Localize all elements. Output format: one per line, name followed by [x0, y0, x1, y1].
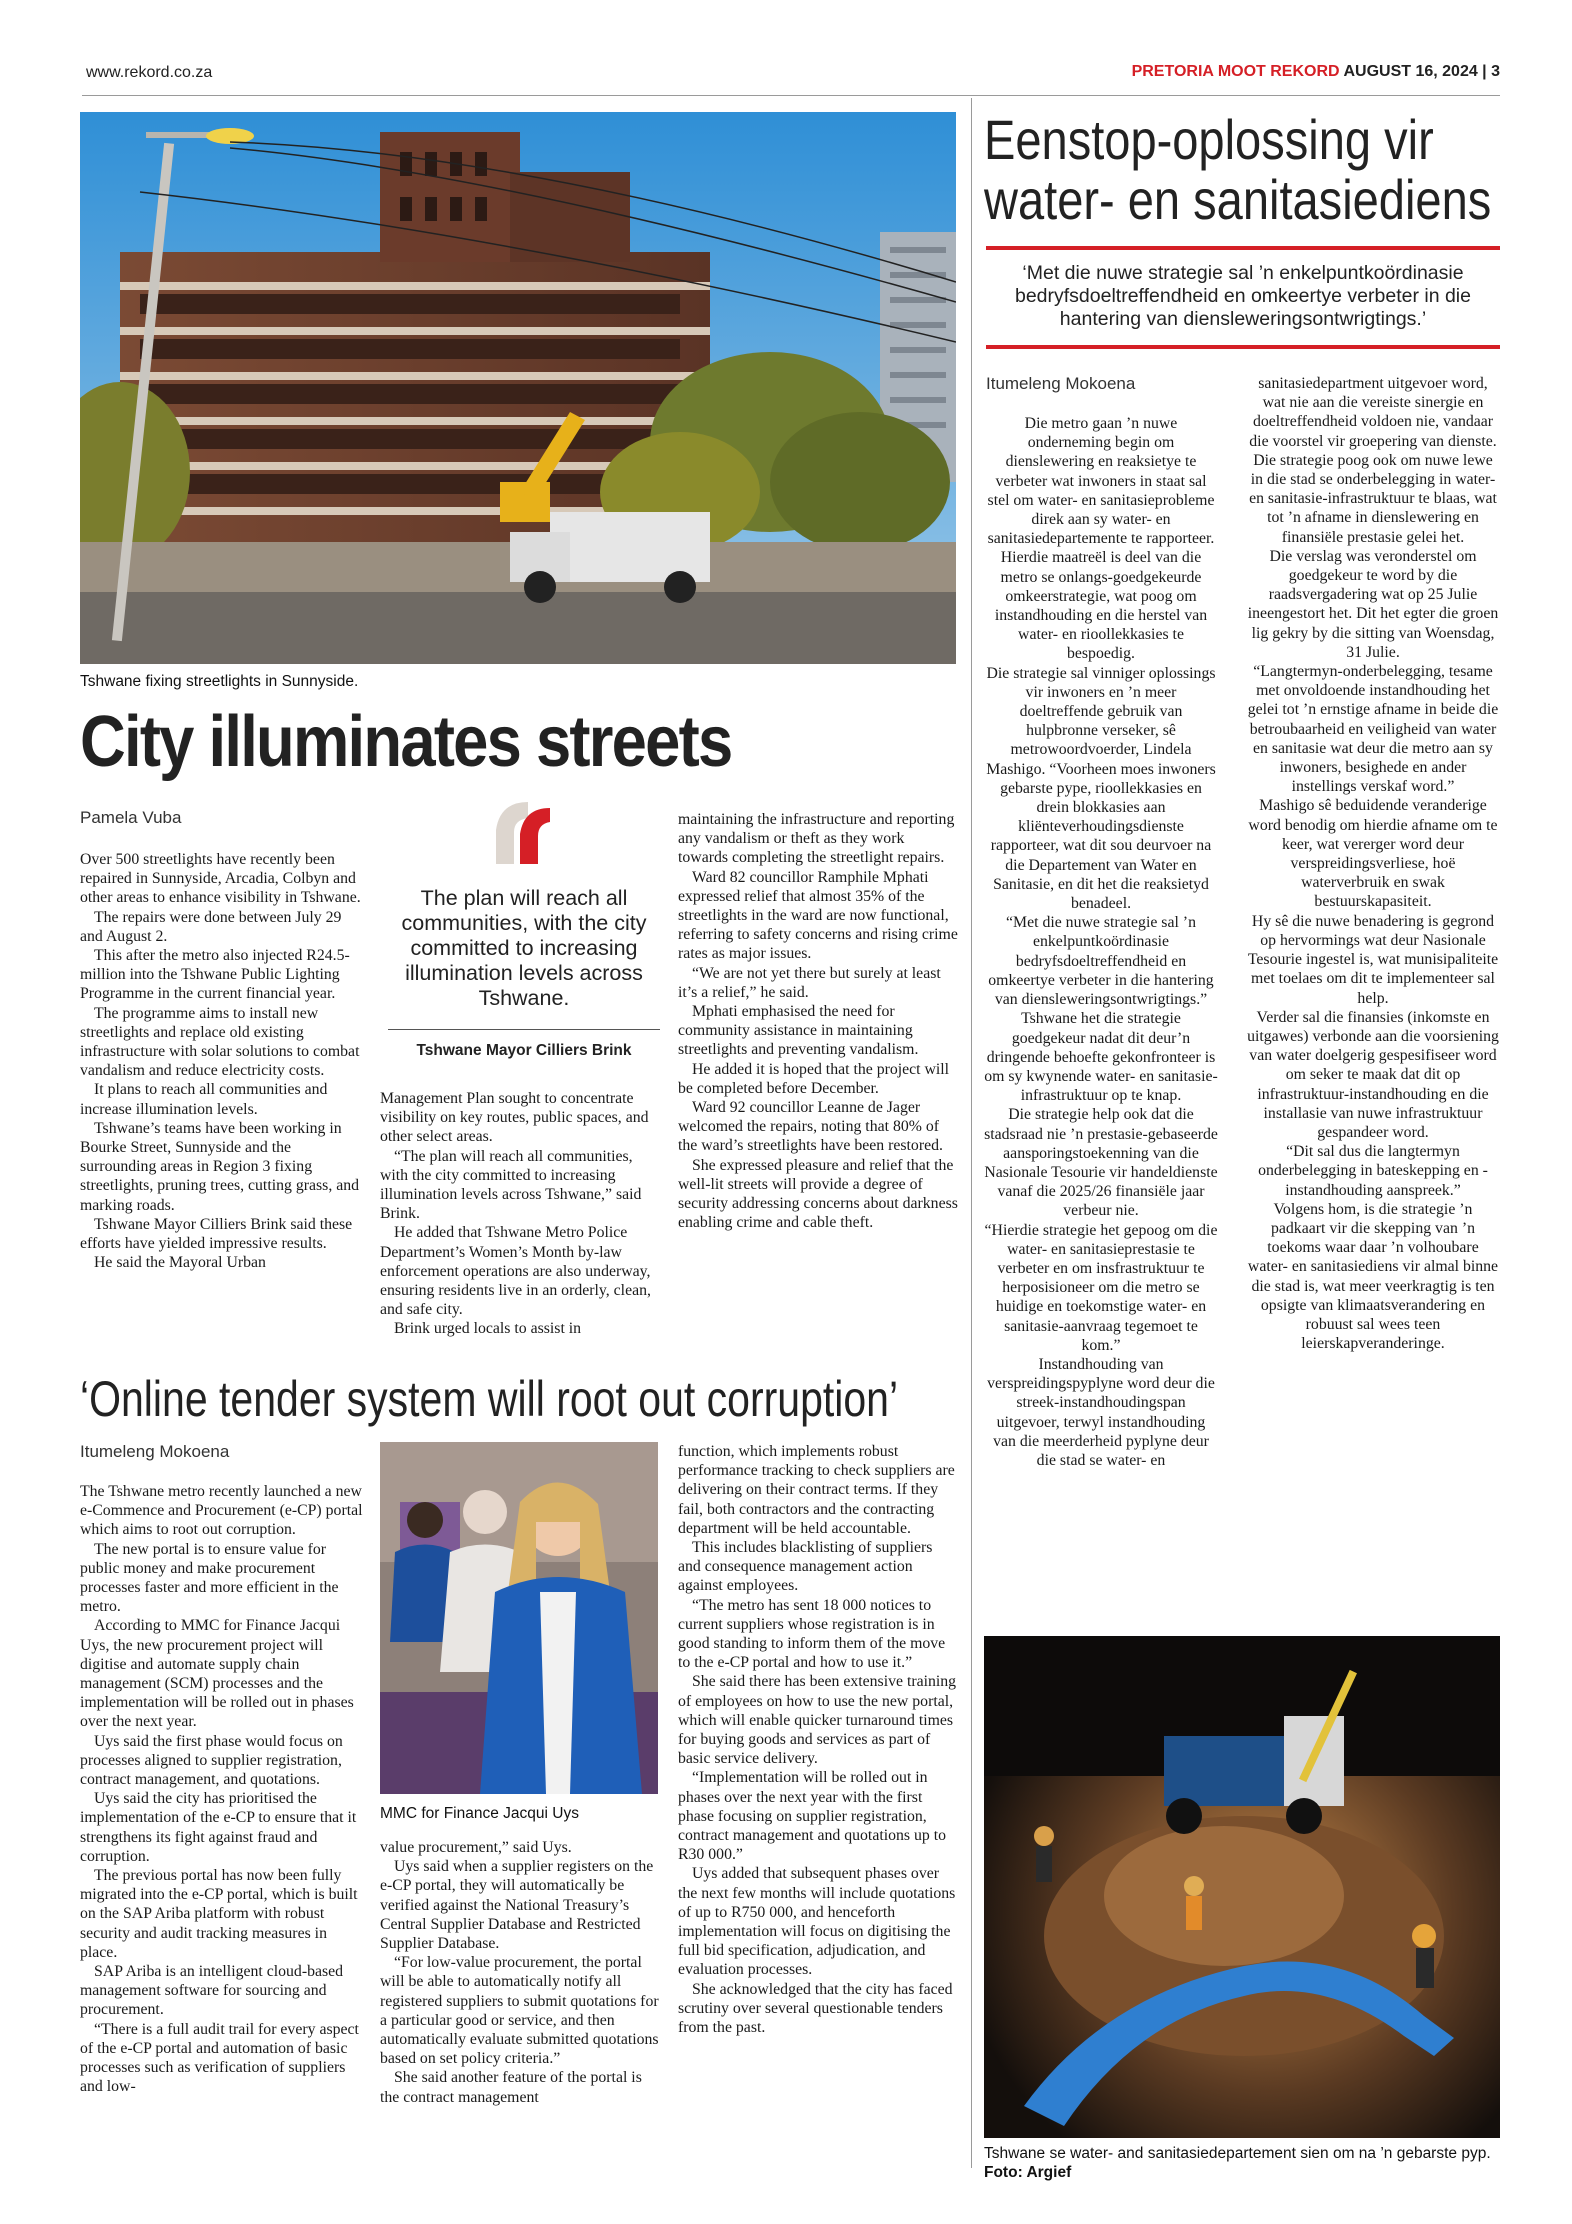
paper-name: PRETORIA MOOT REKORD [1131, 63, 1340, 80]
pull-quote-text: The plan will reach all communities, with the city committed to increasing illumination levels across Tshwane. [401, 886, 647, 1010]
paragraph: “Langtermyn-onderbelegging, tesame met onvoldoende instandhouding het gelei tot ’n ernstige afname in beide die betroubaarheid en veiligheid van water en sanitasie wat deur die metro aan sy inwoners, besighede en ander instellings verskaf word.” [1247, 663, 1499, 796]
streetlights-column-3 [678, 810, 958, 1232]
water-column-2 [1246, 374, 1500, 1353]
paragraph: Die verslag was veronderstel om goedgekeur te word by die raadsvergadering wat op 25 Julie ineengestort het. Dit het egter die groen lig gekry by die sitting van Woensdag, 31 Julie. [1247, 547, 1499, 661]
paragraph: Tshwane Mayor Cilliers Brink said these efforts have yielded impressive results. [80, 1215, 353, 1253]
paragraph: “Met die nuwe strategie sal ’n enkelpuntkoördinasie bedryfsdoeltreffendheid en omkeertye verbeter in die hantering van diensleweringsontwrigtings.” [988, 914, 1214, 1009]
paragraph: The Tshwane metro recently launched a new e-Commence and Procurement (e-CP) portal which aims to root out corruption. [80, 1483, 363, 1539]
paragraph: He added that Tshwane Metro Police Department’s Women’s Month by-law enforcement operations are also underway, ensuring residents live in an orderly, clean, and safe city. [380, 1224, 651, 1319]
paragraph: “Dit sal dus die langtermyn onderbelegging in bateskepping en -instandhouding aanspreek.” [1258, 1143, 1488, 1199]
streetlights-column-2 [380, 1089, 660, 1339]
paragraph: maintaining the infrastructure and reporting any vandalism or theft as they work towards completing the streetlight repairs. [678, 811, 955, 867]
paragraph: Ward 82 councillor Ramphile Mphati expressed relief that almost 35% of the streetlights in the ward are now functional, referring to safety concerns and rising crime rates as major issues. [678, 868, 958, 963]
paragraph: “We are not yet there but surely at least it’s a relief,” he said. [678, 964, 941, 1001]
water-blurb: ‘Met die nuwe strategie sal ’n enkelpuntkoördinasie bedryfsdoeltreffendheid en omkeertye verbeter in die hantering van diensleweringsontwrigtings.’ [986, 246, 1500, 349]
paragraph: “There is a full audit trail for every aspect of the e-CP portal and automation of basic processes such as verification of suppliers and low- [80, 2020, 359, 2096]
photo-credit: Foto: Argief [984, 2164, 1072, 2181]
tender-column-3 [678, 1442, 958, 2037]
streetlights-headline: City illuminates streets [80, 702, 732, 782]
paragraph: Mphati emphasised the need for community assistance in maintaining streetlights and preventing vandalism. [678, 1003, 919, 1059]
paragraph: She said another feature of the portal is the contract management [380, 2069, 642, 2106]
paragraph: Uys said when a supplier registers on the e-CP portal, they will automatically be verified against the National Treasury’s Central Supplier Database and Restricted Supplier Database. [380, 1858, 654, 1953]
paragraph: According to MMC for Finance Jacqui Uys, the new procurement project will digitise and automate supply chain management (SCM) processes and the implementation will be rolled out in phases over the next year. [80, 1617, 354, 1731]
paragraph: The repairs were done between July 29 and August 2. [80, 908, 342, 945]
mmc-portrait-photo [380, 1442, 658, 1794]
paragraph: The programme aims to install new streetlights and replace old existing infrastructure with solar solutions to combat vandalism and reduce electricity costs. [80, 1004, 360, 1080]
paragraph: Instandhouding van verspreidingspyplyne word deur die streek-instandhoudingspan uitgevoer, terwyl instandhouding van die meerderheid pyplyne deur die stad se water- en [987, 1355, 1215, 1469]
night-pipe-repair-photo [984, 1636, 1500, 2138]
water-byline: Itumeleng Mokoena [986, 374, 1136, 393]
paragraph: Die strategie help ook dat die stadsraad nie ’n prestasie-gebaseerde aansporingstoekenning van die Nasionale Tesourie vir handeldienste vanaf die 2025/26 finansiële jaar verbeur nie. [984, 1106, 1218, 1220]
paragraph: Uys added that subsequent phases over the next few months will include quotations of up to R750 000, and henceforth implementation will focus on digitising the full bid specification, adjudication, and evaluation processes. [678, 1865, 956, 1979]
streetlights-caption: Tshwane fixing streetlights in Sunnyside. [80, 673, 359, 690]
paragraph: The previous portal has now been fully migrated into the e-CP portal, which is built on the SAP Ariba platform with robust security and audit tracking measures in place. [80, 1867, 358, 1961]
streetlights-byline: Pamela Vuba [80, 808, 182, 827]
paragraph: Over 500 streetlights have recently been repaired in Sunnyside, Arcadia, Colbyn and other areas to enhance visibility in Tshwane. [80, 851, 361, 907]
paragraph: “Implementation will be rolled out in phases over the next year with the first phase focusing on supplier registration, contract management and quotations up to R30 000.” [678, 1769, 947, 1864]
paragraph: Mashigo sê beduidende veranderige word benodig om hierdie afname om te keer, wat vererger word deur verspreidingsverliese, hoë waterverbruik en swak bestuurskapasiteit. [1248, 797, 1498, 911]
page-meta [1132, 63, 1500, 81]
tender-column-1 [80, 1482, 365, 2097]
water-headline [984, 110, 1491, 230]
paragraph: Hy sê die nuwe benadering is gegrond op hervormings wat deur Nasionale Tesourie ingestel is, wat munisipaliteite met toelaes om dit te implementeer sal help. [1247, 912, 1499, 1007]
paragraph: sanitasiedepartment uitgevoer word, wat nie aan die vereiste sinergie en doeltreffendheid voldoen nie, vandaar die voorstel vir groepering van dienste. [1249, 375, 1497, 450]
tender-byline: Itumeleng Mokoena [80, 1442, 230, 1461]
paragraph: It plans to reach all communities and increase illumination levels. [80, 1081, 328, 1118]
paragraph: Tshwane het die strategie goedgekeur nadat dit deur’n dringende behoefte gekonfronteer is om sy kwynende water- en sanitasie-infrastruktuur op te knap. [984, 1010, 1218, 1105]
quote-mark-icon [494, 800, 554, 866]
pull-quote [388, 800, 660, 1060]
paragraph: He added it is hoped that the project will be completed before December. [678, 1060, 950, 1097]
paragraph: This after the metro also injected R24.5-million into the Tshwane Public Lighting Programme in the current financial year. [80, 947, 350, 1003]
water-column-1 [984, 414, 1218, 1470]
paragraph: Die metro gaan ’n nuwe onderneming begin om dienslewering en reaksietye te verbeter wat inwoners in staat sal stel om water- en sanitasieprobleme direk aan sy water- en sanitasiedepartemente te rapporteer. [987, 415, 1215, 548]
water-headline-line-1: Eenstop-oplossing vir [984, 108, 1434, 171]
mmc-caption: MMC for Finance Jacqui Uys [380, 1805, 579, 1822]
paragraph: She said there has been extensive training of employees on how to use the new portal, which will enable quicker turnaround times for buying goods and services as part of basic service delivery. [678, 1673, 957, 1768]
paragraph: SAP Ariba is an intelligent cloud-based management software for sourcing and procurement. [80, 1963, 344, 2019]
streetlight-building-truck-photo [80, 112, 956, 664]
tender-column-2 [380, 1838, 660, 2107]
water-caption [984, 2144, 1500, 2182]
paragraph: Die strategie poog ook om nuwe lewe in die stad se onderbelegging in water- en sanitasie-infrastruktuur te blaas, wat tot ’n afname in dienslewering en finansiële prestasie gelei het. [1249, 451, 1497, 546]
paragraph: Uys said the first phase would focus on processes aligned to supplier registration, contract management, and quotations. [80, 1732, 343, 1789]
paragraph: Uys said the city has prioritised the implementation of the e-CP to ensure that it strengthens its fight against fraud and corruption. [80, 1790, 357, 1865]
paragraph: Verder sal die finansies (inkomste en uitgawes) verbonde aan die voorsiening van water doelgerig gespesifiseer word om seker te maak dat dit op infrastruktuur-instandhouding en die installasie van nuwe infrastruktuur gespandeer word. [1247, 1008, 1499, 1141]
paragraph: He said the Mayoral Urban [94, 1254, 266, 1272]
column-divider [971, 98, 972, 2168]
streetlights-column-1 [80, 850, 365, 1272]
paragraph: Die strategie sal vinniger oplossings vir inwoners en ’n meer doeltreffende gebruik van hulpbronne verseker, sê metrowoordvoerder, Lindela Mashigo. “Voorheen moes inwoners gebarste pype, rioollekkasies en drein blokkasies aan kliënteverhoudingsdienste rapporteer, wat dit sou deurvoer na die Departement van Water en Sanitasie, en dit het die reaksietyd benadeel. [986, 664, 1216, 913]
site-url[interactable]: www.rekord.co.za [86, 64, 213, 81]
pull-quote-attribution: Tshwane Mayor Cilliers Brink [416, 1042, 632, 1059]
pull-quote-rule [388, 1029, 660, 1030]
paragraph: Volgens hom, is die strategie ’n padkaart vir die skepping van ’n toekoms waar daar ’n volhoubare water- en sanitasiediens vir almal binne die stad is, wat meer veerkragtig is ten opsigte van klimaatsverandering en robuust sal wees teen leierskapveranderinge. [1247, 1200, 1499, 1353]
paragraph: Management Plan sought to concentrate visibility on key routes, public spaces, and other select areas. [380, 1090, 649, 1146]
paragraph: She expressed pleasure and relief that the well-lit streets will provide a degree of security addressing concerns about darkness enabling crime and cable theft. [678, 1156, 958, 1232]
water-headline-line-2: water- en sanitasiediens [984, 168, 1492, 231]
water-caption-text: Tshwane se water- and sanitasiedepartement sien om na ’n gebarste pyp. [984, 2145, 1491, 2162]
paragraph: Brink urged locals to assist in [394, 1320, 582, 1338]
date-page: AUGUST 16, 2024 | 3 [1343, 63, 1500, 80]
tender-headline: ‘Online tender system will root out corruption’ [80, 1371, 899, 1427]
paragraph: “Hierdie strategie het gepoog om die water- en sanitasieprestasie te verbeter en om insfrastruktuur te herposisioneer om die metro se huidige en toekomstige water- en sanitasie-aanvraag tegemoet te kom.” [984, 1221, 1218, 1354]
paragraph: She acknowledged that the city has faced scrutiny over several questionable tenders from the past. [678, 1980, 953, 2037]
paragraph: This includes blacklisting of suppliers and consequence management action against employees. [678, 1539, 933, 1595]
paragraph: The new portal is to ensure value for public money and make procurement processes faster and more efficient in the metro. [80, 1540, 339, 1616]
paragraph: “The metro has sent 18 000 notices to current suppliers whose registration is in good standing to inform them of the move to the e-CP portal and how to use it.” [678, 1596, 946, 1672]
paragraph: Tshwane’s teams have been working in Bourke Street, Sunnyside and the surrounding areas in Region 3 fixing streetlights, pruning trees, cutting grass, and marking roads. [80, 1119, 360, 1214]
paragraph: Ward 92 councillor Leanne de Jager welcomed the repairs, noting that 80% of the ward’s streetlights have been restored. [678, 1099, 943, 1155]
paragraph: function, which implements robust performance tracking to check suppliers are delivering on their contract terms. If they fail, both contractors and the contracting department will be held accountable. [678, 1443, 955, 1537]
paragraph: “For low-value procurement, the portal will be able to automatically notify all registered suppliers to submit quotations for a particular good or service, and then automatically evaluate submitted quotations based on set policy criteria.” [380, 1954, 659, 2068]
paragraph: Hierdie maatreël is deel van die metro se onlangs-goedgekeurde omkeerstrategie, wat poog om instandhouding en die herstel van water- en rioollekkasies te bespoedig. [994, 549, 1208, 663]
paragraph: “The plan will reach all communities, with the city committed to increasing illumination levels across Tshwane,” said Brink. [380, 1147, 642, 1223]
paragraph: value procurement,” said Uys. [380, 1839, 572, 1856]
page-header [82, 62, 1500, 96]
